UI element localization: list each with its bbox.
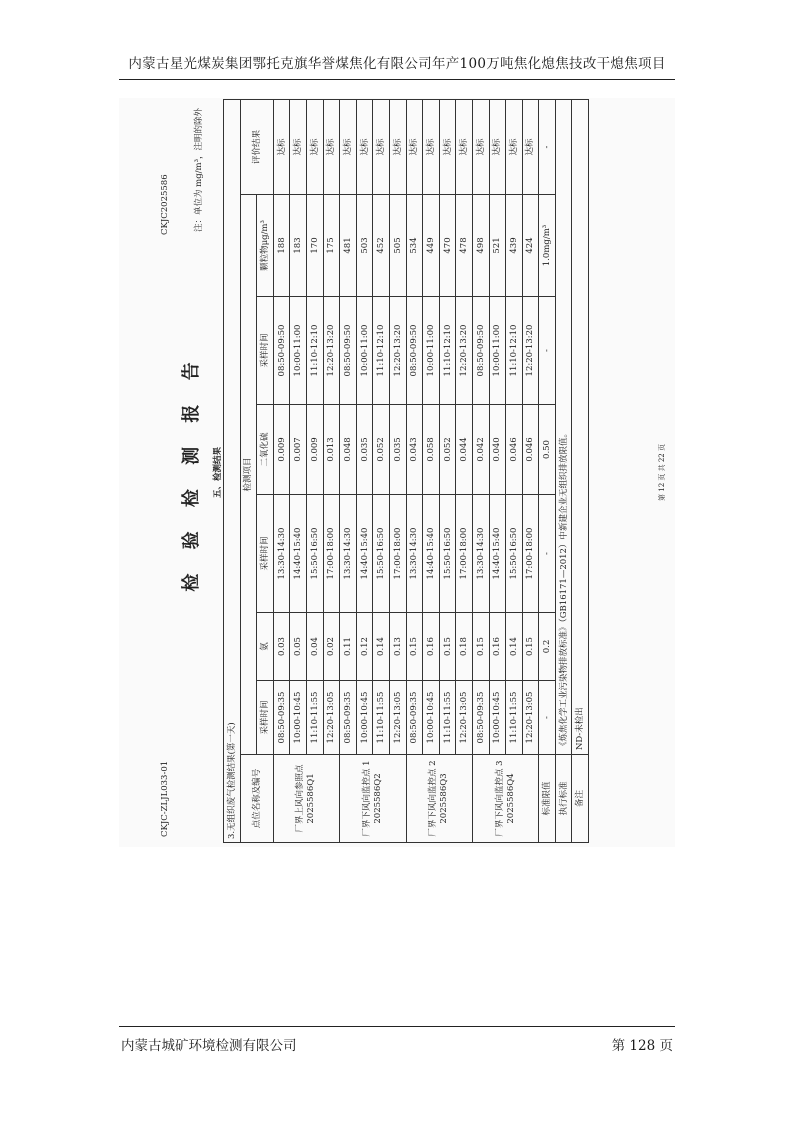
pm-value-cell: 470 — [439, 195, 456, 297]
remark-label: 备注 — [572, 755, 589, 843]
table-header-row — [240, 100, 257, 843]
so2-value-cell: 0.052 — [439, 405, 456, 495]
so2-time-cell: 13:30-14:30 — [340, 495, 357, 613]
pm-value-cell: 521 — [489, 195, 506, 297]
so2-value-cell: 0.043 — [406, 405, 423, 495]
eval-cell: 达标 — [373, 100, 390, 195]
table-row — [456, 100, 473, 843]
standard-label: 执行标准 — [555, 755, 572, 843]
header-time: 采样时间 — [257, 297, 274, 405]
header-items: 检测项目 — [240, 195, 257, 755]
ammonia-time-cell: 08:50-09:35 — [406, 681, 423, 755]
so2-time-cell: 17:00-18:00 — [522, 495, 539, 613]
so2-value-cell: 0.013 — [323, 405, 340, 495]
so2-value-cell: 0.048 — [340, 405, 357, 495]
header-site: 点位名称及编号 — [240, 755, 273, 843]
ammonia-value-cell: 0.05 — [290, 613, 307, 681]
eval-cell: 达标 — [323, 100, 340, 195]
ammonia-value-cell: 0.15 — [439, 613, 456, 681]
pm-time-cell: 12:20-13:20 — [323, 297, 340, 405]
page-header-title: 内蒙古星光煤炭集团鄂托克旗华誉煤焦化有限公司年产100万吨焦化熄焦技改干熄焦项目 — [128, 56, 666, 72]
eval-cell: 达标 — [340, 100, 357, 195]
pm-value-cell: 170 — [306, 195, 323, 297]
header-time: 采样时间 — [257, 681, 274, 755]
report-page-number: 第 12 页 共 22 页 — [658, 444, 666, 501]
pm-time-cell: 10:00-11:00 — [356, 297, 373, 405]
ammonia-time-cell: 08:50-09:35 — [472, 681, 489, 755]
so2-time-cell: 15:50-16:50 — [506, 495, 523, 613]
so2-time-cell: 15:50-16:50 — [306, 495, 323, 613]
table-row — [406, 100, 423, 843]
eval-cell: 达标 — [406, 100, 423, 195]
ammonia-time-cell: 11:10-11:55 — [306, 681, 323, 755]
pm-value-cell: 503 — [356, 195, 373, 297]
pm-time-cell: 08:50-09:50 — [472, 297, 489, 405]
pm-time-cell: 12:20-13:20 — [456, 297, 473, 405]
table-row — [290, 100, 307, 843]
ammonia-value-cell: 0.03 — [273, 613, 290, 681]
ammonia-value-cell: 0.15 — [406, 613, 423, 681]
ammonia-time-cell: 10:00-10:45 — [290, 681, 307, 755]
pm-value-cell: 439 — [506, 195, 523, 297]
site-cell: 厂界下风向监控点 2 2025586Q3 — [406, 755, 472, 843]
so2-time-cell: 13:30-14:30 — [472, 495, 489, 613]
limit-cell: 1.0mg/m³ — [539, 195, 556, 297]
table-row — [306, 100, 323, 843]
so2-value-cell: 0.046 — [522, 405, 539, 495]
results-table — [223, 99, 589, 843]
pm-value-cell: 188 — [273, 195, 290, 297]
pm-value-cell: 498 — [472, 195, 489, 297]
eval-cell: 达标 — [456, 100, 473, 195]
ammonia-value-cell: 0.11 — [340, 613, 357, 681]
eval-cell: 达标 — [522, 100, 539, 195]
ammonia-time-cell: 12:20-13:05 — [389, 681, 406, 755]
site-cell: 厂界上风向参照点 2025586Q1 — [273, 755, 339, 843]
pm-time-cell: 11:10-12:10 — [373, 297, 390, 405]
eval-cell: 达标 — [439, 100, 456, 195]
limit-cell: 0.2 — [539, 613, 556, 681]
pm-value-cell: 481 — [340, 195, 357, 297]
ammonia-value-cell: 0.15 — [472, 613, 489, 681]
table-row — [273, 100, 290, 843]
ammonia-time-cell: 08:50-09:35 — [340, 681, 357, 755]
ammonia-value-cell: 0.12 — [356, 613, 373, 681]
table-row — [489, 100, 506, 843]
ammonia-value-cell: 0.04 — [306, 613, 323, 681]
eval-cell: 达标 — [489, 100, 506, 195]
table-caption: 3.无组织废气检测结果(第一天) — [224, 100, 241, 843]
ammonia-value-cell: 0.14 — [506, 613, 523, 681]
table-row — [423, 100, 440, 843]
so2-time-cell: 14:40-15:40 — [356, 495, 373, 613]
header-eval: 评价结果 — [240, 100, 273, 195]
standard-row — [555, 100, 572, 843]
header-pm: 颗粒物μg/m³ — [257, 195, 274, 297]
rotated-report-content — [119, 98, 675, 847]
table-row — [356, 100, 373, 843]
eval-cell: 达标 — [356, 100, 373, 195]
ammonia-time-cell: 11:10-11:55 — [373, 681, 390, 755]
limit-row — [539, 100, 556, 843]
so2-time-cell: 14:40-15:40 — [489, 495, 506, 613]
limit-cell: - — [539, 681, 556, 755]
eval-cell: 达标 — [423, 100, 440, 195]
remark-text: ND-未检出 — [572, 100, 589, 755]
limit-label: 标准限值 — [539, 755, 556, 843]
pm-value-cell: 175 — [323, 195, 340, 297]
ammonia-value-cell: 0.15 — [522, 613, 539, 681]
header-ammonia: 氨 — [257, 613, 274, 681]
pm-time-cell: 11:10-12:10 — [439, 297, 456, 405]
standard-text: 《炼焦化学工业污染物排放标准》（GB16171—2012）中新建企业无组织排放限值。 — [555, 100, 572, 755]
table-row — [340, 100, 357, 843]
eval-cell: 达标 — [506, 100, 523, 195]
ammonia-value-cell: 0.16 — [423, 613, 440, 681]
so2-value-cell: 0.044 — [456, 405, 473, 495]
so2-value-cell: 0.009 — [273, 405, 290, 495]
ammonia-value-cell: 0.13 — [389, 613, 406, 681]
table-row — [373, 100, 390, 843]
table-row — [506, 100, 523, 843]
so2-time-cell: 15:50-16:50 — [439, 495, 456, 613]
ammonia-time-cell: 12:20-13:05 — [522, 681, 539, 755]
ammonia-time-cell: 08:50-09:35 — [273, 681, 290, 755]
pm-time-cell: 12:20-13:20 — [522, 297, 539, 405]
so2-time-cell: 17:00-18:00 — [456, 495, 473, 613]
eval-cell: 达标 — [389, 100, 406, 195]
pm-time-cell: 08:50-09:50 — [406, 297, 423, 405]
so2-time-cell: 17:00-18:00 — [389, 495, 406, 613]
header-so2: 二氧化硫 — [257, 405, 274, 495]
ammonia-time-cell: 11:10-11:55 — [439, 681, 456, 755]
unit-note: 注：单位为 mg/m³，注明的除外 — [194, 108, 204, 233]
pm-time-cell: 12:20-13:20 — [389, 297, 406, 405]
so2-time-cell: 14:40-15:40 — [290, 495, 307, 613]
pm-time-cell: 10:00-11:00 — [423, 297, 440, 405]
limit-cell: - — [539, 100, 556, 195]
so2-time-cell: 13:30-14:30 — [273, 495, 290, 613]
pm-value-cell: 452 — [373, 195, 390, 297]
remark-row — [572, 100, 589, 843]
pm-time-cell: 08:50-09:50 — [273, 297, 290, 405]
so2-value-cell: 0.042 — [472, 405, 489, 495]
eval-cell: 达标 — [306, 100, 323, 195]
table-row — [389, 100, 406, 843]
pm-value-cell: 505 — [389, 195, 406, 297]
limit-cell: - — [539, 297, 556, 405]
pm-time-cell: 11:10-12:10 — [506, 297, 523, 405]
so2-value-cell: 0.035 — [389, 405, 406, 495]
eval-cell: 达标 — [273, 100, 290, 195]
ammonia-value-cell: 0.18 — [456, 613, 473, 681]
so2-value-cell: 0.040 — [489, 405, 506, 495]
so2-value-cell: 0.058 — [423, 405, 440, 495]
so2-value-cell: 0.007 — [290, 405, 307, 495]
so2-value-cell: 0.009 — [306, 405, 323, 495]
so2-time-cell: 13:30-14:30 — [406, 495, 423, 613]
footer-page-number: 第 128 页 — [611, 1038, 673, 1054]
report-title: 检 验 检 测 报 告 — [181, 353, 202, 592]
so2-value-cell: 0.046 — [506, 405, 523, 495]
site-cell: 厂界下风向监控点 1 2025586Q2 — [340, 755, 406, 843]
ammonia-time-cell: 10:00-10:45 — [356, 681, 373, 755]
ammonia-value-cell: 0.16 — [489, 613, 506, 681]
so2-time-cell: 17:00-18:00 — [323, 495, 340, 613]
pm-value-cell: 424 — [522, 195, 539, 297]
pm-time-cell: 11:10-12:10 — [306, 297, 323, 405]
ammonia-time-cell: 10:00-10:45 — [423, 681, 440, 755]
footer-company: 内蒙古城矿环境检测有限公司 — [121, 1038, 297, 1054]
header-time: 采样时间 — [257, 495, 274, 613]
report-number: CKJC2025586 — [160, 174, 170, 235]
table-row — [522, 100, 539, 843]
so2-value-cell: 0.035 — [356, 405, 373, 495]
so2-value-cell: 0.052 — [373, 405, 390, 495]
table-subheader-row — [257, 100, 274, 843]
footer-divider — [119, 1026, 675, 1027]
pm-time-cell: 08:50-09:50 — [340, 297, 357, 405]
ammonia-time-cell: 11:10-11:55 — [506, 681, 523, 755]
table-row — [439, 100, 456, 843]
ammonia-time-cell: 12:20-13:05 — [323, 681, 340, 755]
pm-value-cell: 478 — [456, 195, 473, 297]
doc-code: CKJC-ZLJL033-01 — [160, 760, 170, 837]
pm-value-cell: 449 — [423, 195, 440, 297]
ammonia-time-cell: 12:20-13:05 — [456, 681, 473, 755]
ammonia-time-cell: 10:00-10:45 — [489, 681, 506, 755]
limit-cell: - — [539, 495, 556, 613]
pm-value-cell: 183 — [290, 195, 307, 297]
limit-cell: 0.50 — [539, 405, 556, 495]
section-title: 五、检测结果 — [213, 447, 223, 499]
pm-value-cell: 534 — [406, 195, 423, 297]
table-caption-row — [224, 100, 241, 843]
pm-time-cell: 10:00-11:00 — [290, 297, 307, 405]
eval-cell: 达标 — [290, 100, 307, 195]
scanned-report-page — [119, 98, 675, 847]
header-divider — [119, 79, 675, 80]
table-row — [323, 100, 340, 843]
so2-time-cell: 14:40-15:40 — [423, 495, 440, 613]
ammonia-value-cell: 0.02 — [323, 613, 340, 681]
so2-time-cell: 15:50-16:50 — [373, 495, 390, 613]
eval-cell: 达标 — [472, 100, 489, 195]
ammonia-value-cell: 0.14 — [373, 613, 390, 681]
site-cell: 厂界下风向监控点 3 2025586Q4 — [472, 755, 538, 843]
pm-time-cell: 10:00-11:00 — [489, 297, 506, 405]
table-row — [472, 100, 489, 843]
